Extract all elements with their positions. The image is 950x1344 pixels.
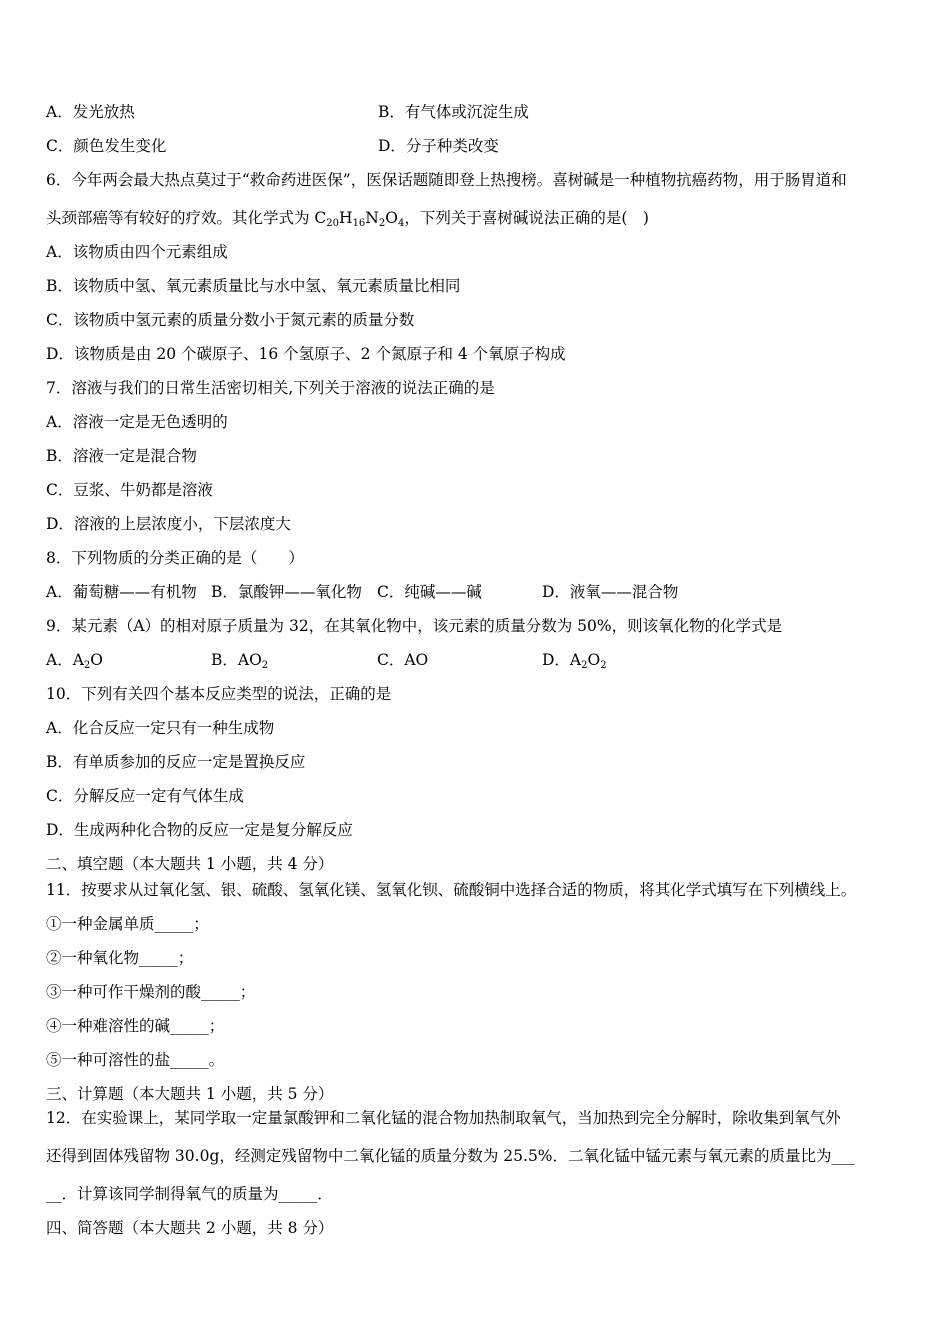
formula-element: D．A: [542, 651, 582, 669]
q6-stem-text: 头颈部癌等有较好的疗效。其化学式为 C: [46, 209, 327, 227]
q6-option-d: D．该物质是由 20 个碳原子、16 个氢原子、2 个氮原子和 4 个氧原子构成: [46, 345, 566, 363]
q8-option-c: C．纯碱——碱: [377, 583, 482, 601]
q11-item-3: ③一种可作干燥剂的酸_____；: [46, 983, 256, 1001]
formula-element: N: [365, 209, 379, 227]
q7-stem: 7．溶液与我们的日常生活密切相关,下列关于溶液的说法正确的是: [46, 379, 495, 397]
q5-option-d: D．分子种类改变: [378, 137, 499, 155]
formula-sub: 16: [352, 218, 366, 229]
formula-element: O: [385, 209, 398, 227]
q7-option-c: C．豆浆、牛奶都是溶液: [46, 481, 213, 499]
q5-option-c: C．颜色发生变化: [46, 137, 167, 155]
q9-option-c: C．AO: [377, 651, 429, 669]
section-4-title: 四、简答题（本大题共 2 小题，共 8 分）: [46, 1219, 334, 1237]
q8-option-d: D．液氧——混合物: [542, 583, 679, 601]
section-2-title: 二、填空题（本大题共 1 小题，共 4 分）: [46, 855, 334, 873]
formula-sub: 4: [397, 218, 405, 229]
q11-item-1: ①一种金属单质_____；: [46, 915, 209, 933]
q10-option-d: D．生成两种化合物的反应一定是复分解反应: [46, 821, 353, 839]
q10-stem: 10．下列有关四个基本反应类型的说法，正确的是: [46, 685, 392, 703]
q6-option-a: A．该物质由四个元素组成: [46, 243, 228, 261]
q5-option-b: B．有气体或沉淀生成: [378, 103, 529, 121]
q11-stem: 11．按要求从过氧化氢、银、硫酸、氢氧化镁、氢氧化钡、硫酸铜中选择合适的物质，将其化学式填写在下列横线上。: [46, 881, 857, 899]
q9-option-b: [211, 650, 268, 670]
formula-element: H: [339, 209, 353, 227]
formula-element: O: [587, 651, 601, 669]
q6-stem-line1: 6．今年两会最大热点莫过于“救命药进医保”，医保话题随即登上热搜榜。喜树碱是一种植物抗癌药物，用于肠胃道和: [46, 171, 847, 189]
q11-item-5: ⑤一种可溶性的盐_____。: [46, 1051, 225, 1069]
formula-element: B．AO: [211, 651, 262, 669]
q8-stem: 8．下列物质的分类正确的是（ ）: [46, 549, 304, 567]
q7-option-d: D．溶液的上层浓度小，下层浓度大: [46, 515, 291, 533]
formula-sub: 2: [581, 660, 588, 671]
q9-option-a: [46, 650, 103, 670]
q9-option-d: [542, 650, 607, 670]
q8-option-b: B．氯酸钾——氧化物: [211, 583, 362, 601]
section-3-title: 三、计算题（本大题共 1 小题，共 5 分）: [46, 1085, 334, 1103]
q6-option-c: C．该物质中氢元素的质量分数小于氮元素的质量分数: [46, 311, 415, 329]
formula-sub: 2: [83, 660, 91, 671]
q7-option-a: A．溶液一定是无色透明的: [46, 413, 228, 431]
q9-stem: 9．某元素（A）的相对原子质量为 32，在其氧化物中，该元素的质量分数为 50%，则该氧化物的化学式是: [46, 617, 783, 635]
q5-option-a: A．发光放热: [46, 103, 135, 121]
q10-option-a: A．化合反应一定只有一种生成物: [46, 719, 275, 737]
q6-option-b: B．该物质中氢、氧元素质量比与水中氢、氧元素质量比相同: [46, 277, 461, 295]
formula-sub: 2: [378, 218, 386, 229]
q12-line3: __．计算该同学制得氧气的质量为_____．: [46, 1185, 333, 1203]
formula-sub: 2: [600, 660, 607, 671]
q6-stem-line2: [46, 208, 649, 228]
q7-option-b: B．溶液一定是混合物: [46, 447, 197, 465]
q10-option-c: C．分解反应一定有气体生成: [46, 787, 244, 805]
formula-element: A．A: [46, 651, 84, 669]
q11-item-4: ④一种难溶性的碱_____；: [46, 1017, 225, 1035]
q10-option-b: B．有单质参加的反应一定是置换反应: [46, 753, 306, 771]
q11-item-2: ②一种氧化物_____；: [46, 949, 194, 967]
formula-sub: 2: [261, 660, 269, 671]
q12-line1: 12．在实验课上，某同学取一定量氯酸钾和二氧化锰的混合物加热制取氧气，当加热到完全分解时，除收集到氧气外: [46, 1109, 841, 1127]
formula-sub: 20: [326, 218, 340, 229]
formula-element: O: [90, 651, 103, 669]
q6-stem-text: ，下列关于喜树碱说法正确的是( ): [404, 209, 649, 227]
q12-line2: 还得到固体残留物 30.0g，经测定残留物中二氧化锰的质量分数为 25.5%．二氧化锰中锰元素与氧元素的质量比为___: [46, 1147, 855, 1165]
q8-option-a: A．葡萄糖——有机物: [46, 583, 197, 601]
